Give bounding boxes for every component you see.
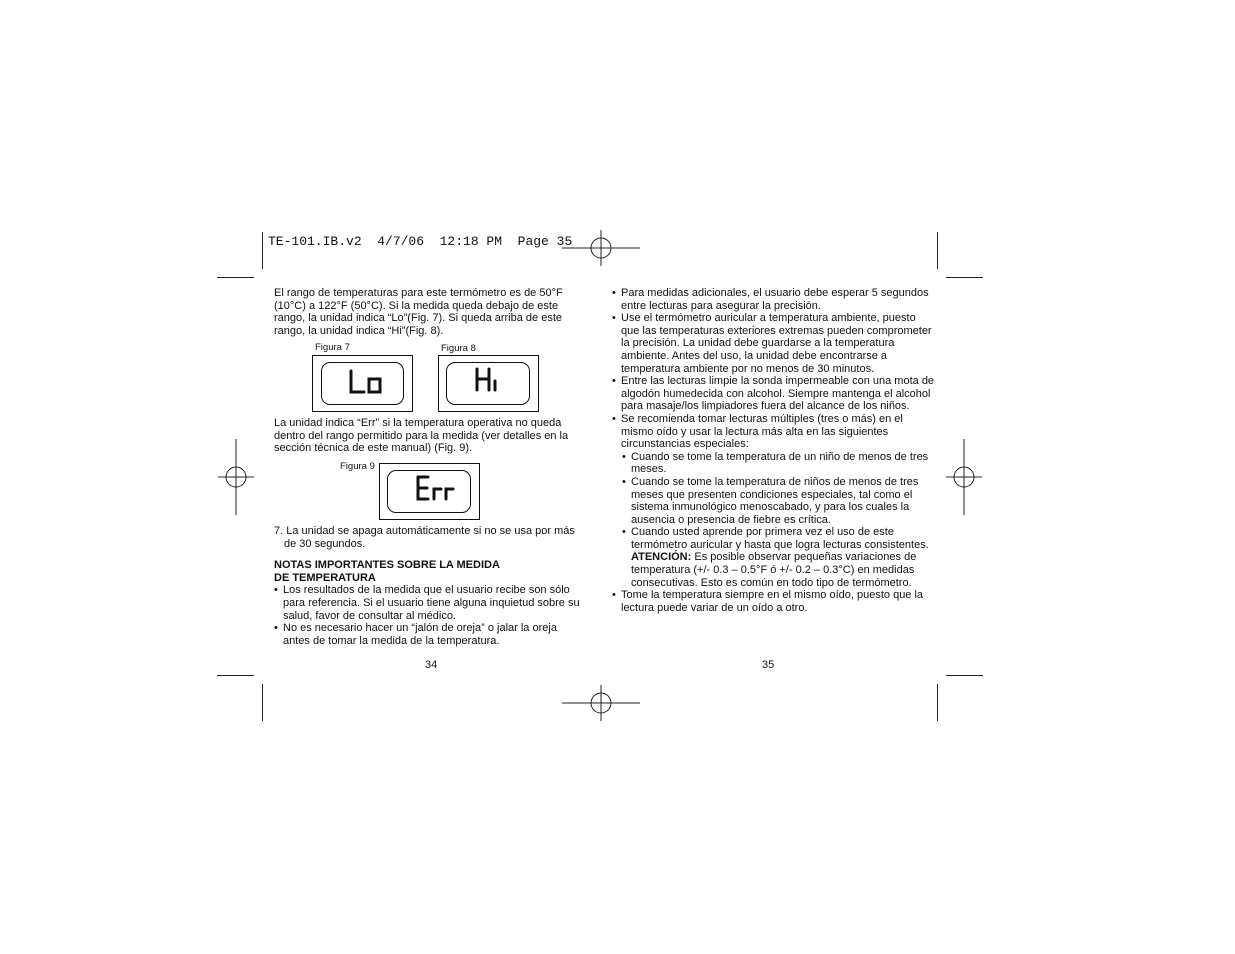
page-number-right: 35 [762, 659, 775, 671]
figure-8-display [438, 355, 539, 412]
figure-9-caption: Figura 9 [340, 461, 375, 472]
list-item: • Se recomienda tomar lecturas múltiples (tres o más) en el mismo oído y usar la lectura más alta en las siguientes circunstancias especiales: [612, 413, 937, 451]
list-item: • Entre las lecturas limpie la sonda impermeable con una mota de algodón humedecida con alcohol. Siempre mantenga el alcohol para masaje/los limpiadores fuera del alcance de los niños. [612, 375, 937, 413]
crop-mark [217, 675, 254, 676]
list-item: • Para medidas adicionales, el usuario debe esperar 5 segundos entre lecturas para asegurar la precisión. [612, 287, 937, 312]
left-column [274, 287, 584, 337]
print-slug: TE-101.IB.v2 4/7/06 12:18 PM Page 35 [268, 234, 573, 249]
crop-mark [262, 232, 263, 269]
figure-7-caption: Figura 7 [315, 342, 350, 353]
sub-list-item: • Cuando se tome la temperatura de un niño de menos de tres meses. [612, 451, 937, 476]
figure-8-caption: Figura 8 [441, 343, 476, 354]
err-display-glyph [380, 464, 479, 519]
crop-mark [946, 277, 983, 278]
registration-mark-top [562, 230, 640, 266]
page-number-left: 34 [425, 659, 438, 671]
list-item: • Tome la temperatura siempre en el mismo oído, puesto que la lectura puede variar de un oído a otro. [612, 589, 937, 614]
crop-mark [937, 684, 938, 721]
notes-heading: NOTAS IMPORTANTES SOBRE LA MEDIDA DE TEMPERATURA [274, 559, 500, 584]
range-paragraph: El rango de temperaturas para este termómetro es de 50°F (10°C) a 122°F (50°C). Si la medida queda debajo de este rango, la unidad indica “Lo”(Fig. 7). Si queda arriba de este rango, la unidad indica “Hi”(Fig. 8). [274, 287, 563, 337]
item-7: 7. La unidad se apaga automáticamente si no se usa por más de 30 segundos. [274, 525, 575, 550]
err-paragraph: La unidad indica “Err” si la temperatura operativa no queda dentro del rango permitido para la medida (ver detalles en la sección técnica de este manual) (Fig. 9). [274, 417, 569, 455]
list-item: • Use el termómetro auricular a temperatura ambiente, puesto que las temperaturas exteriores extremas pueden comprometer la precisión. La unidad debe guardarse a la temperatura ambiente. Antes del uso, la unidad debe encontrarse a temperatura ambiente por no menos de 30 minutos. [612, 312, 937, 375]
left-column-lower [274, 525, 584, 647]
list-item: • Los resultados de la medida que el usuario recibe son sólo para referencia. Si el usuario tiene alguna inquietud sobre su salud, favor de consultar al médico. [274, 584, 584, 622]
registration-mark-left [218, 439, 254, 515]
crop-mark [946, 675, 983, 676]
lo-display-glyph [313, 356, 412, 411]
figure-7-display [312, 355, 413, 412]
crop-mark [262, 684, 263, 721]
hi-display-glyph [439, 356, 538, 411]
list-item: • No es necesario hacer un “jalón de oreja” o jalar la oreja antes de tomar la medida de la temperatura. [274, 622, 584, 647]
figure-9-display [379, 463, 480, 520]
crop-mark [937, 232, 938, 269]
sub-list-item: • Cuando se tome la temperatura de niños de menos de tres meses que presenten condiciones especiales, tal como el sistema inmunológico menoscabado, y para los cuales la ausencia o presencia de fiebre es crítica. [612, 476, 937, 526]
registration-mark-right [946, 439, 982, 515]
right-column [612, 287, 937, 614]
sub-list-item: • Cuando usted aprende por primera vez el uso de este termómetro auricular y hasta que logra lecturas consistentes. ATENCIÓN: Es posible observar pequeñas variaciones de temperatura (+/- 0.3 – 0.5°F ó +/- 0.2 – 0.3°C) en medidas consecutivas. Esto es común en todo tipo de termómetro. [612, 526, 937, 589]
crop-mark [217, 277, 254, 278]
registration-mark-bottom [562, 685, 640, 721]
attention-label: ATENCIÓN: [631, 551, 692, 564]
